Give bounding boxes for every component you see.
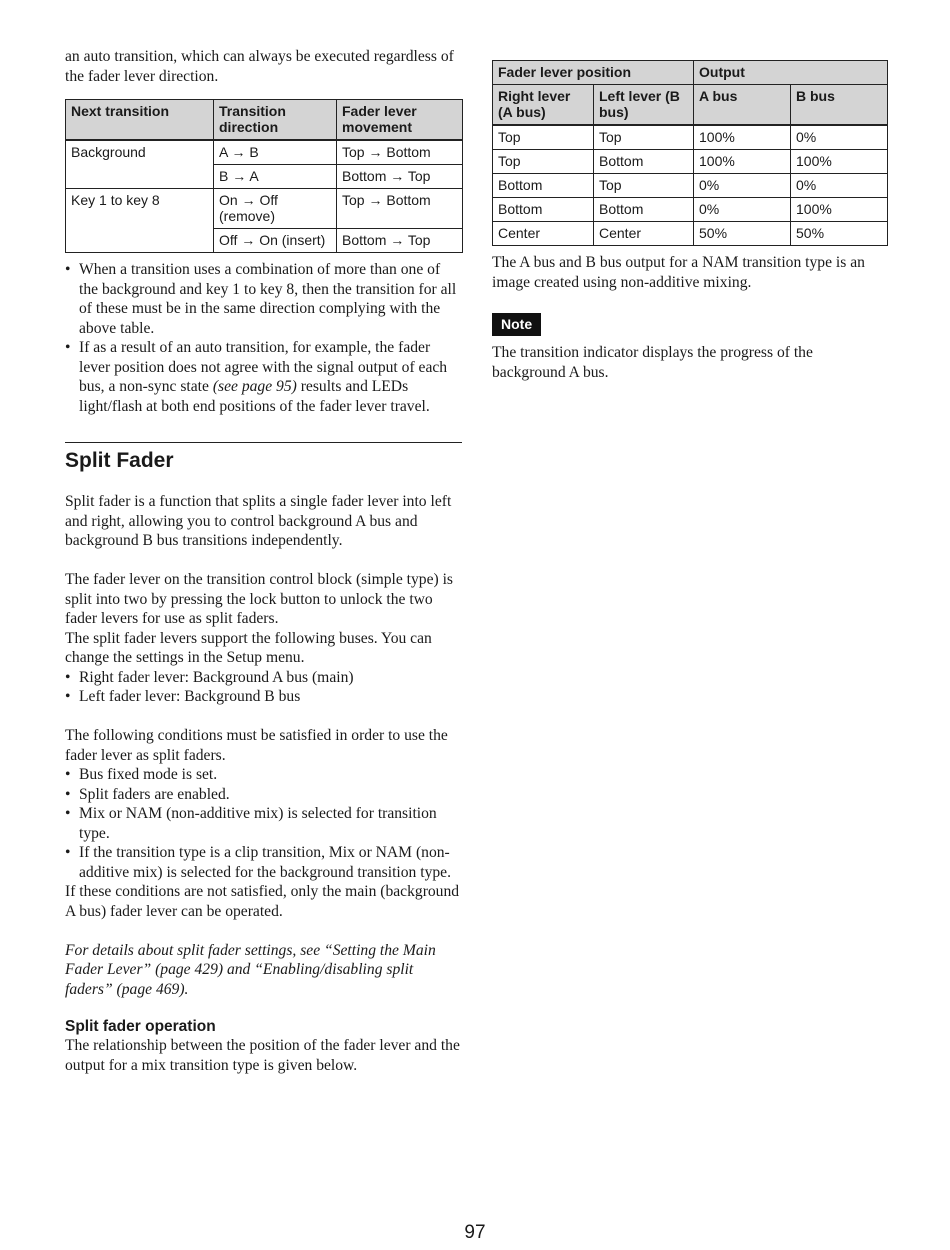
table-header: B bus [791, 85, 888, 126]
list-item: • When a transition uses a combination of more than one of the background and key 1 to key 8, then the transition for all of these must be in the same direction complying with the above table. [65, 260, 462, 338]
list-item-text: If as a result of an auto transition, for example, the fader lever position does not agree with the signal output of each bus, a non-sync state [79, 339, 448, 395]
table-cell: 0% [694, 174, 791, 198]
table-row [493, 198, 888, 222]
table-cell: 0% [791, 125, 888, 150]
section-title: Split Fader [65, 449, 174, 472]
table-cell: On → Off (remove) [214, 189, 337, 229]
table-cell: Key 1 to key 8 [66, 189, 214, 253]
paragraph: The fader lever on the transition control block (simple type) is split into two by pressing the lock button to unlock the two fader levers for use as split faders. [65, 571, 453, 627]
table-header-row [66, 100, 463, 141]
table-cell: Background [66, 140, 214, 189]
table-cell: 100% [791, 198, 888, 222]
intro-text: an auto transition, which can always be executed regardless of the fader lever direction. [65, 48, 454, 85]
list-item: • Split faders are enabled. [65, 785, 462, 805]
list-item: • Left fader lever: Background B bus [65, 687, 462, 707]
table-header: Left lever (B bus) [594, 85, 694, 126]
table-cell: Top [594, 125, 694, 150]
table-cell: 0% [694, 198, 791, 222]
left-column [65, 47, 462, 1075]
table-header: Output [694, 61, 888, 85]
table-row [493, 222, 888, 246]
table-header: Right lever (A bus) [493, 85, 594, 126]
table-cell: Center [493, 222, 594, 246]
table-header: Transition direction [214, 100, 337, 141]
paragraph: The following conditions must be satisfied in order to use the fader lever as split faders. [65, 727, 448, 764]
table-cell: 0% [791, 174, 888, 198]
note-badge: Note [492, 313, 541, 336]
note-text: The transition indicator displays the progress of the background A bus. [492, 344, 813, 381]
table-cell: Bottom [594, 198, 694, 222]
list-item-text: results and LEDs light/flash at both end positions of the fader lever travel. [79, 378, 430, 415]
subsection-title: Split fader operation [65, 1018, 216, 1035]
table-cell: Top [493, 125, 594, 150]
table-cell: Top [493, 150, 594, 174]
table-header-row [493, 85, 888, 126]
table-row [493, 174, 888, 198]
table-cell: 50% [694, 222, 791, 246]
right-column [492, 60, 888, 382]
table-cell: B → A [214, 165, 337, 189]
table-cell: Top [594, 174, 694, 198]
table-row [493, 150, 888, 174]
table-header: Next transition [66, 100, 214, 141]
table-cell: Off → On (insert) [214, 229, 337, 253]
section-divider [65, 442, 462, 443]
paragraph: The A bus and B bus output for a NAM transition type is an image created using non-additive mixing. [492, 254, 865, 291]
note-box [492, 313, 888, 336]
table-cell: 50% [791, 222, 888, 246]
list-item [65, 338, 462, 416]
fader-output-table [492, 60, 888, 246]
table-header: A bus [694, 85, 791, 126]
table-header: Fader lever movement [337, 100, 463, 141]
table-cell: Top → Bottom [337, 140, 463, 165]
table-cell: 100% [694, 150, 791, 174]
table-cell: Bottom → Top [337, 165, 463, 189]
transition-notes-list [65, 260, 462, 416]
table-cell: Top → Bottom [337, 189, 463, 229]
list-item: • If the transition type is a clip transition, Mix or NAM (non-additive mix) is selected for the background transition type. [65, 843, 462, 882]
table-cell: A → B [214, 140, 337, 165]
table-header: Fader lever position [493, 61, 694, 85]
list-item: • Mix or NAM (non-additive mix) is selected for transition type. [65, 804, 462, 843]
list-item: • Right fader lever: Background A bus (main) [65, 668, 462, 688]
cross-reference: For details about split fader settings, see “Setting the Main Fader Lever” (page 429) and “Enabling/disabling split faders” (page 469). [65, 941, 436, 998]
page-reference: (see page 95) [212, 378, 297, 395]
table-row [493, 125, 888, 150]
list-item: • Bus fixed mode is set. [65, 765, 462, 785]
transition-direction-table [65, 99, 463, 253]
table-cell: Bottom → Top [337, 229, 463, 253]
table-cell: 100% [791, 150, 888, 174]
table-cell: Center [594, 222, 694, 246]
table-cell: 100% [694, 125, 791, 150]
table-group-header-row [493, 61, 888, 85]
table-cell: Bottom [493, 198, 594, 222]
conditions-list [65, 765, 462, 882]
table-row [66, 140, 463, 165]
table-row [66, 189, 463, 229]
paragraph: Split fader is a function that splits a single fader lever into left and right, allowing you to control background A bus and background B bus transitions independently. [65, 493, 452, 549]
page-number: 97 [464, 1222, 486, 1243]
buses-list [65, 668, 462, 707]
paragraph: If these conditions are not satisfied, only the main (background A bus) fader lever can be operated. [65, 883, 460, 920]
table-cell: Bottom [594, 150, 694, 174]
table-cell: Bottom [493, 174, 594, 198]
paragraph: The split fader levers support the following buses. You can change the settings in the Setup menu. [65, 629, 432, 666]
paragraph: The relationship between the position of the fader lever and the output for a mix transition type is given below. [65, 1037, 460, 1074]
